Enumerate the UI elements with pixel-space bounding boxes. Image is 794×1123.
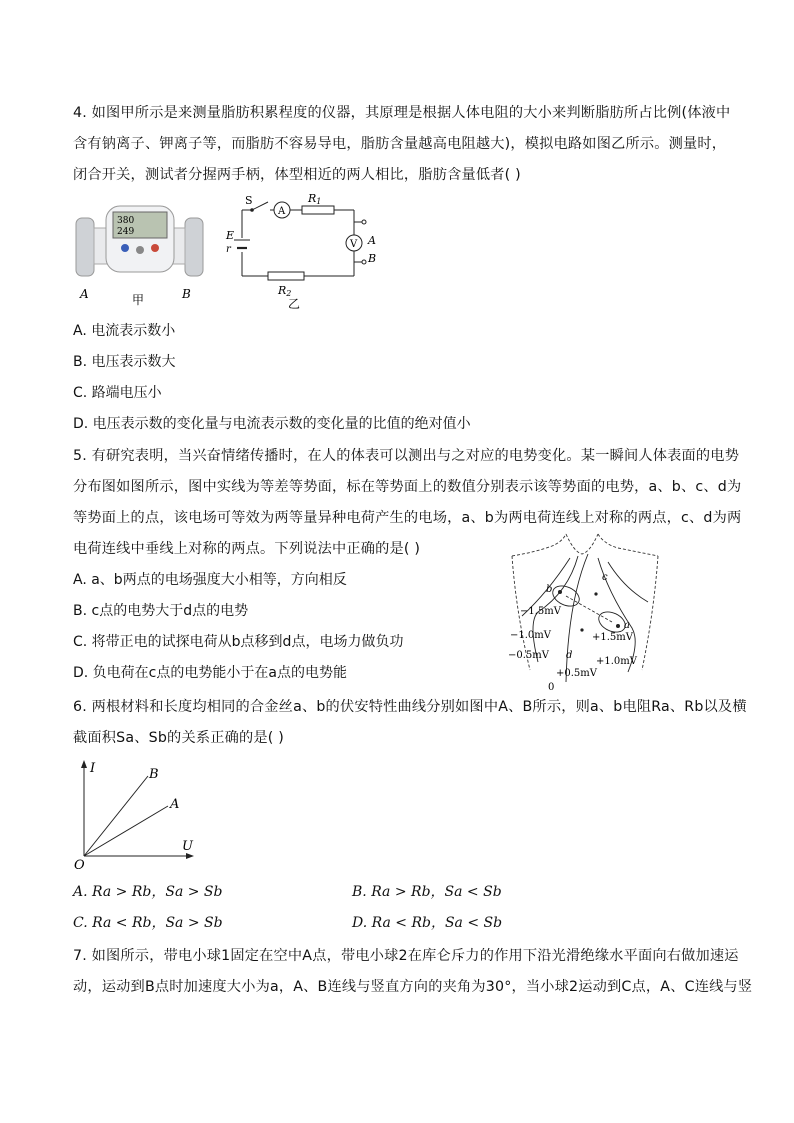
label-c: c	[602, 572, 608, 583]
q5-stem-line-4: 电荷连线中垂线上对称的两点。下列说法中正确的是( )	[73, 541, 421, 557]
switch-label: S	[245, 194, 253, 207]
point-c	[594, 592, 597, 595]
line-b	[84, 776, 148, 856]
r2-label: R2	[278, 284, 292, 298]
q5-option-b: B. c点的电势大于d点的电势	[73, 603, 249, 619]
point-a	[616, 624, 620, 628]
right-handle	[185, 218, 203, 276]
q7-stem-line-2: 动，运动到B点时加速度大小为a，A、B连线与竖直方向的夹角为30°，当小球2运动到C点，A、C连线与竖	[73, 979, 753, 995]
q6-option-c: C. Ra < Rb，Sa > Sb	[73, 915, 223, 931]
q5-stem-line-2: 分布图如图所示，图中实线为等差等势面，标在等势面上的数值分别表示该等势面的电势，a、b、c、d为	[73, 479, 742, 495]
display-bottom-value: 249	[117, 227, 135, 237]
q7-stem-line-1: 7. 如图所示，带电小球1固定在空中A点，带电小球2在库仑斥力的作用下沿光滑绝缘水平面向右做加速运	[73, 948, 739, 964]
q5-option-a: A. a、b两点的电场强度大小相等，方向相反	[73, 572, 347, 588]
figure-yi-caption: 乙	[288, 297, 301, 311]
potential-neg15: −1.5mV	[520, 606, 561, 617]
r1-label: R1	[308, 192, 322, 206]
internal-resistance-label: r	[226, 244, 231, 255]
meter-button-gray	[136, 246, 144, 254]
body-outline-neck	[566, 534, 598, 554]
potential-neg10: −1.0mV	[510, 630, 551, 641]
display-top-value: 380	[117, 216, 135, 226]
q4-option-c: C. 路端电压小	[73, 385, 162, 401]
line-a-label: A	[170, 797, 180, 812]
terminal-b	[362, 260, 366, 264]
label-d: d	[566, 650, 573, 661]
resistor-r1	[302, 206, 334, 214]
q6-option-a: A. Ra > Rb，Sa > Sb	[73, 884, 223, 900]
body-outline-left-shoulder	[512, 534, 566, 556]
point-d	[580, 628, 583, 631]
body-fat-meter-figure	[70, 200, 210, 310]
q5-option-c: C. 将带正电的试探电荷从b点移到d点，电场力做负功	[73, 634, 404, 650]
circuit-figure	[222, 192, 382, 312]
line-b-label: B	[149, 767, 159, 782]
u-axis-label: U	[182, 839, 193, 854]
potential-map-figure	[508, 532, 664, 692]
q5-stem-line-3: 等势面上的点，该电场可等效为两等量异种电荷产生的电场，a、b为两电荷连线上对称的两点，c、d为两	[73, 510, 742, 526]
equipotential-zero	[566, 554, 588, 682]
label-b: b	[546, 584, 553, 595]
potential-pos05: +0.5mV	[556, 668, 597, 679]
equipotential-pos05	[608, 562, 648, 602]
origin-label: O	[74, 858, 85, 871]
left-handle	[76, 218, 94, 276]
meter-button-red	[151, 244, 159, 252]
label-zero: 0	[548, 682, 555, 692]
terminal-a-label: A	[368, 234, 376, 247]
body-outline-right-shoulder	[598, 534, 658, 556]
ammeter-label: A	[278, 206, 286, 217]
i-axis-label: I	[90, 761, 96, 776]
terminal-a	[362, 220, 366, 224]
emf-label: E	[226, 229, 235, 242]
q5-option-d: D. 负电荷在c点的电势能小于在a点的电势能	[73, 665, 347, 681]
figure-jia-caption: 甲	[132, 293, 145, 307]
resistor-r2	[268, 272, 304, 280]
q5-stem-line-1: 5. 有研究表明，当兴奋情绪传播时，在人的体表可以测出与之对应的电势变化。某一瞬间人体表面的电势	[73, 448, 740, 464]
potential-pos15: +1.5mV	[592, 632, 633, 643]
q4-stem-line-3: 闭合开关，测试者分握两手柄，体型相近的两人相比，脂肪含量低者( )	[73, 167, 521, 183]
handle-label-a: A	[80, 287, 89, 301]
label-a: a	[624, 620, 630, 631]
body-outline-right	[642, 556, 658, 670]
point-b	[558, 590, 562, 594]
iu-graph	[72, 756, 202, 871]
i-axis-arrow	[81, 760, 87, 768]
q4-option-b: B. 电压表示数大	[73, 354, 176, 370]
potential-neg05: −0.5mV	[508, 650, 549, 661]
q6-option-b: B. Ra > Rb，Sa < Sb	[352, 884, 502, 900]
handle-label-b: B	[182, 287, 191, 301]
q4-stem-line-2: 含有钠离子、钾离子等，而脂肪不容易导电，脂肪含量越高电阻越大)，模拟电路如图乙所示。测量时，	[73, 136, 727, 152]
q6-option-d: D. Ra < Rb，Sa < Sb	[352, 915, 503, 931]
voltmeter-label: V	[350, 239, 358, 250]
q4-stem-line-1: 4. 如图甲所示是来测量脂肪积累程度的仪器，其原理是根据人体电阻的大小来判断脂肪所占比例(体液中	[73, 105, 731, 121]
q6-stem-line-1: 6. 两根材料和长度均相同的合金丝a、b的伏安特性曲线分别如图中A、B所示，则a、b电阻Ra、Rb以及横	[73, 699, 747, 715]
terminal-b-label: B	[368, 252, 377, 265]
q4-option-d: D. 电压表示数的变化量与电流表示数的变化量的比值的绝对值小	[73, 416, 471, 432]
meter-button-blue	[121, 244, 129, 252]
line-a	[84, 806, 168, 856]
q6-stem-line-2: 截面积Sa、Sb的关系正确的是( )	[73, 730, 284, 746]
q4-option-a: A. 电流表示数小	[73, 323, 176, 339]
potential-pos10: +1.0mV	[596, 656, 637, 667]
